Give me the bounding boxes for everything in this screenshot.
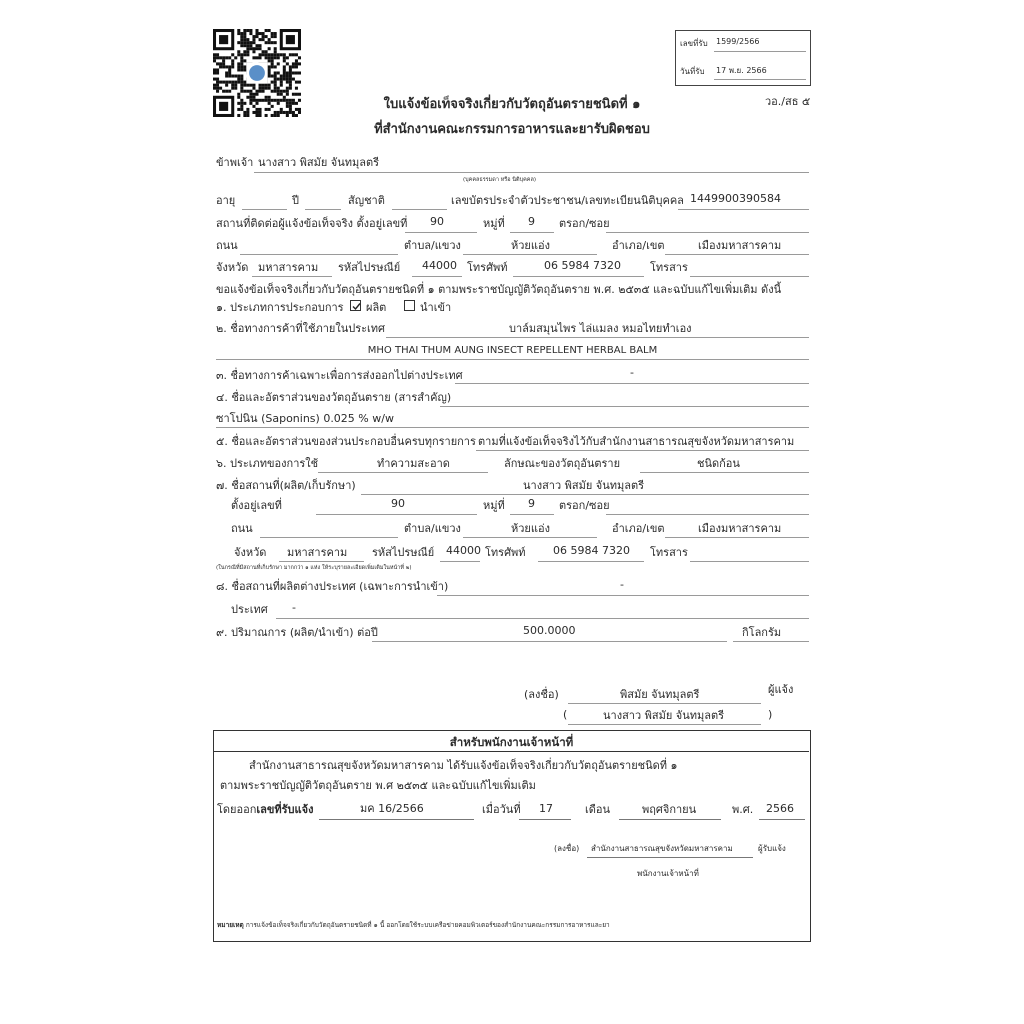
province-label: จังหวัด	[216, 261, 249, 274]
officer-sign-label: (ลงชื่อ)	[554, 844, 580, 853]
item8-label: ๘. ชื่อสถานที่ผลิตต่างประเทศ (เฉพาะการนำเข้า)	[216, 580, 449, 593]
item3-label: ๓. ชื่อทางการค้าเฉพาะเพื่อการส่งออกไปต่างประเทศ	[216, 369, 463, 382]
usage-type: ทำความสะอาด	[377, 457, 450, 470]
site-postcode: 44000	[446, 544, 481, 557]
remark: หมายเหตุ การแจ้งข้อเท็จจริงเกี่ยวกับวัตถุอันตรายชนิดที่ ๑ นี้ ออกโดยใช้ระบบเครือข่ายคอมพิวเตอร์ของสำนักงานคณะกรรมการอาหารและยา	[217, 921, 610, 929]
postcode: 44000	[422, 259, 457, 272]
item2-label: ๒. ชื่อทางการค้าที่ใช้ภายในประเทศ	[216, 322, 386, 335]
declaration: ขอแจ้งข้อเท็จจริงเกี่ยวกับวัตถุอันตรายชนิดที่ ๑ ตามพระราชบัญญัติวัตถุอันตราย พ.ศ. ๒๕๓๕ และฉบับแก้ไขเพิ่มเติม ดังนี้	[216, 283, 782, 296]
year: 2566	[766, 802, 794, 815]
officer-line1: สำนักงานสาธารณสุขจังหวัดมหาสารคาม ได้รับแจ้งข้อเท็จจริงเกี่ยวกับวัตถุอันตรายชนิดที่ ๑	[249, 759, 678, 772]
item7-label: ๗. ชื่อสถานที่(ผลิต/เก็บรักษา)	[216, 479, 356, 492]
site-postcode-label: รหัสไปรษณีย์	[372, 546, 435, 559]
month-label: เดือน	[585, 803, 611, 816]
country-label: ประเทศ	[231, 603, 268, 616]
phone-label: โทรศัพท์	[467, 261, 508, 274]
sign-full-name: นางสาว พิสมัย จันทมุลตรี	[603, 709, 725, 722]
title-line2: ที่สำนักงานคณะกรรมการอาหารและยารับผิดชอบ	[374, 122, 650, 137]
other-ingredients: ตามที่แจ้งข้อเท็จจริงไว้กับสำนักงานสาธารณสุขจังหวัดมหาสารคาม	[478, 435, 795, 448]
site-moo: 9	[528, 497, 535, 510]
country: -	[292, 601, 296, 614]
close-paren: )	[768, 708, 773, 721]
officer-sign-name: สำนักงานสาธารณสุขจังหวัดมหาสารคาม	[591, 844, 733, 853]
site-subdistrict-label: ตำบล/แขวง	[404, 522, 461, 535]
sign-name: พิสมัย จันทมุลตรี	[620, 688, 700, 701]
manufacture-label: ผลิต	[366, 301, 387, 314]
officer-receiver: ผู้รับแจ้ง	[758, 844, 786, 853]
province: มหาสารคาม	[258, 261, 319, 274]
house-no: 90	[430, 215, 444, 228]
item1-label: ๑. ประเภทการประกอบการ	[216, 301, 344, 314]
id-label: เลขบัตรประจำตัวประชาชน/เลขทะเบียนนิติบุคคล	[451, 194, 684, 207]
foreign-site: -	[620, 578, 624, 591]
officer-line2: ตามพระราชบัญญัติวัตถุอันตราย พ.ศ ๒๕๓๕ และฉบับแก้ไขเพิ่มเติม	[220, 779, 536, 792]
day: 17	[539, 802, 553, 815]
contact-label: สถานที่ติดต่อผู้แจ้งข้อเท็จจริง ตั้งอยู่เลขที่	[216, 217, 408, 230]
site-moo-label: หมู่ที่	[483, 499, 505, 512]
characteristic-label: ลักษณะของวัตถุอันตราย	[504, 457, 621, 470]
applicant-note: (บุคคลธรรมดา หรือ นิติบุคคล)	[463, 177, 536, 183]
receipt-box	[675, 30, 811, 86]
site-province-label: จังหวัด	[234, 546, 267, 559]
applicant-label: ข้าพเจ้า	[216, 156, 254, 169]
receipt-no: 1599/2566	[716, 37, 760, 46]
item5-label: ๕. ชื่อและอัตราส่วนของส่วนประกอบอื่นครบทุกรายการ	[216, 435, 476, 448]
subdistrict-label: ตำบล/แขวง	[404, 239, 461, 252]
officer-section	[213, 730, 811, 942]
site-note: (ในกรณีที่มีสถานที่เก็บรักษา มากกว่า ๑ แห่ง ให้ระบุรายละเอียดเพิ่มเติมในหน้าที่ ๒)	[216, 565, 412, 571]
receipt-date-label: วันที่รับ	[680, 67, 705, 76]
sign-role: ผู้แจ้ง	[768, 683, 794, 696]
moo-label: หมู่ที่	[483, 217, 505, 230]
item6-label: ๖. ประเภทของการใช้	[216, 457, 319, 470]
manufacture-checkbox[interactable]	[350, 300, 361, 311]
postcode-label: รหัสไปรษณีย์	[338, 261, 401, 274]
issue-no: มค 16/2566	[360, 802, 424, 815]
id-value: 1449900390584	[690, 192, 781, 205]
issue-prefix: โดยออกเลขที่รับแจ้ง	[217, 803, 314, 816]
sign-label: (ลงชื่อ)	[524, 688, 559, 701]
soi-label: ตรอก/ซอย	[559, 217, 610, 230]
title-line1: ใบแจ้งข้อเท็จจริงเกี่ยวกับวัตถุอันตรายชนิดที่ ๑	[383, 97, 641, 112]
site-phone-label: โทรศัพท์	[485, 546, 526, 559]
site-province: มหาสารคาม	[287, 546, 348, 559]
site-house-no: 90	[391, 497, 405, 510]
import-label: นำเข้า	[420, 301, 452, 314]
export-name: -	[630, 366, 634, 379]
road-label: ถนน	[216, 239, 238, 252]
characteristic-value: ชนิดก้อน	[697, 457, 740, 470]
import-checkbox[interactable]	[404, 300, 415, 311]
trade-name-en: MHO THAI THUM AUNG INSECT REPELLENT HERBAL BALM	[367, 345, 658, 356]
nationality-label: สัญชาติ	[348, 194, 385, 207]
receipt-no-label: เลขที่รับ	[680, 39, 708, 48]
officer-header: สำหรับพนักงานเจ้าหน้าที่	[449, 735, 574, 749]
year-label-officer: พ.ศ.	[732, 803, 754, 816]
applicant-name: นางสาว พิสมัย จันทมุลตรี	[258, 156, 380, 169]
year-label: ปี	[292, 194, 299, 207]
site-road-label: ถนน	[231, 522, 253, 535]
site-name: นางสาว พิสมัย จันทมุลตรี	[523, 479, 645, 492]
fax-label: โทรสาร	[650, 261, 688, 274]
site-phone: 06 5984 7320	[553, 544, 630, 557]
quantity: 500.0000	[523, 624, 576, 637]
open-paren: (	[563, 708, 568, 721]
site-fax-label: โทรสาร	[650, 546, 688, 559]
officer-position: พนักงานเจ้าหน้าที่	[637, 869, 699, 878]
trade-name-th: บาล์มสมุนไพร ไล่แมลง หมอไทยทำเอง	[509, 322, 692, 335]
receipt-date: 17 พ.ย. 2566	[716, 66, 767, 75]
subdistrict: ห้วยแอ่ง	[511, 239, 550, 252]
district: เมืองมหาสารคาม	[698, 239, 782, 252]
item4-label: ๔. ชื่อและอัตราส่วนของวัตถุอันตราย (สารสำคัญ)	[216, 391, 452, 404]
age-label: อายุ	[216, 194, 236, 207]
site-house-label: ตั้งอยู่เลขที่	[231, 499, 282, 512]
site-soi-label: ตรอก/ซอย	[559, 499, 610, 512]
check-icon	[351, 301, 362, 312]
quantity-unit: กิโลกรัม	[742, 626, 782, 639]
form-code: วอ./สธ ๕	[765, 95, 811, 108]
district-label: อำเภอ/เขต	[612, 239, 665, 252]
site-district-label: อำเภอ/เขต	[612, 522, 665, 535]
site-subdistrict: ห้วยแอ่ง	[511, 522, 550, 535]
item9-label: ๙. ปริมาณการ (ผลิต/นำเข้า) ต่อปี	[216, 626, 378, 639]
moo: 9	[528, 215, 535, 228]
site-district: เมืองมหาสารคาม	[698, 522, 782, 535]
active-ingredient: ซาโปนิน (Saponins) 0.025 % w/w	[216, 412, 394, 425]
phone: 06 5984 7320	[544, 259, 621, 272]
date-label: เมื่อวันที่	[482, 803, 521, 816]
month: พฤศจิกายน	[642, 803, 697, 816]
